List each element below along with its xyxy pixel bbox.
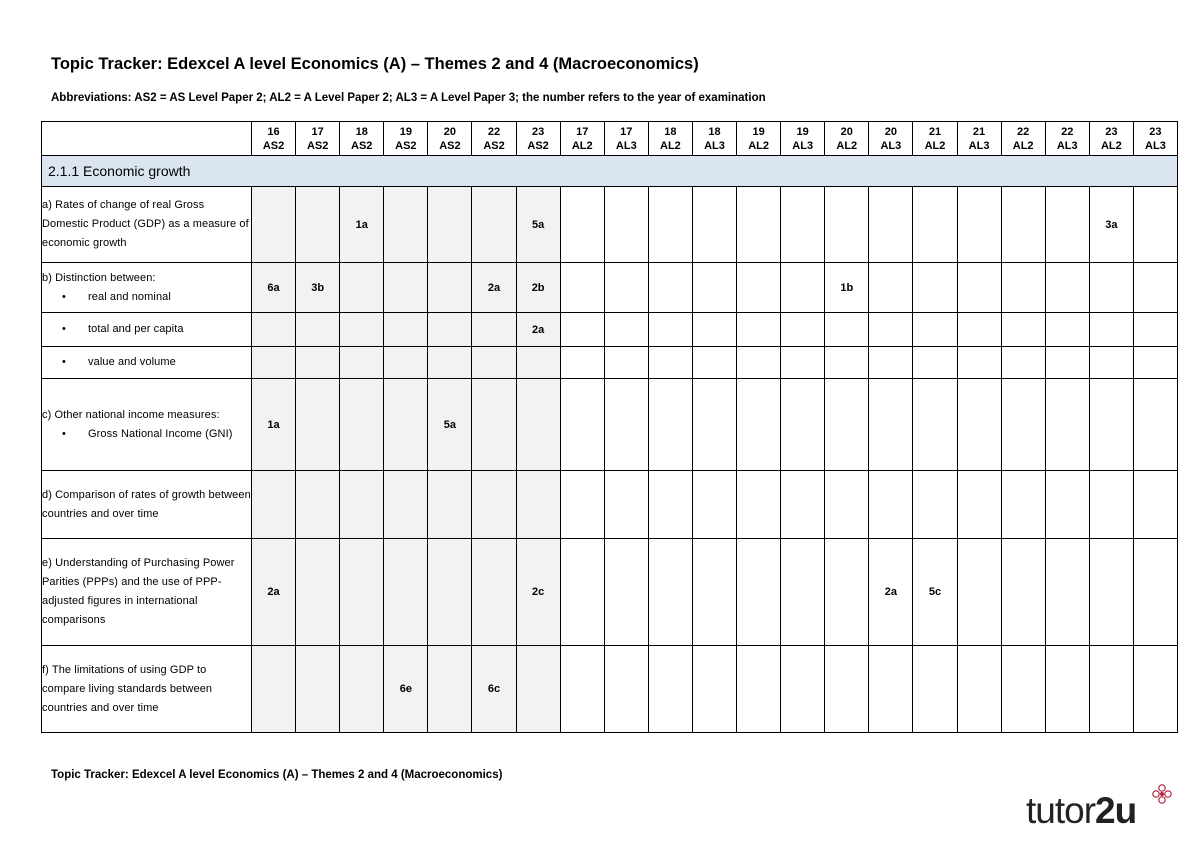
question-cell [1089, 471, 1133, 539]
question-cell [913, 379, 957, 471]
topic-cell [42, 313, 252, 347]
question-cell [737, 313, 781, 347]
question-cell [1001, 313, 1045, 347]
question-cell [384, 187, 428, 263]
question-cell [781, 347, 825, 379]
question-cell [825, 379, 869, 471]
question-cell [560, 347, 604, 379]
section-heading: 2.1.1 Economic growth [42, 156, 1178, 187]
column-year: 18 [355, 125, 368, 138]
question-cell: 2b [516, 263, 560, 313]
bullet-text: value and volume [88, 356, 176, 368]
question-cell [692, 539, 736, 646]
question-cell [1045, 187, 1089, 263]
question-cell [428, 646, 472, 733]
question-cell [781, 263, 825, 313]
column-paper: AL2 [924, 139, 946, 152]
question-cell: 3a [1089, 187, 1133, 263]
question-cell [648, 379, 692, 471]
column-header [384, 122, 428, 156]
question-cell [340, 313, 384, 347]
question-cell [648, 187, 692, 263]
question-cell [560, 646, 604, 733]
column-year: 20 [884, 125, 897, 138]
question-cell [340, 379, 384, 471]
column-paper: AL3 [968, 139, 990, 152]
question-cell [560, 263, 604, 313]
question-cell [825, 471, 869, 539]
question-cell [472, 313, 516, 347]
topic-bullet [42, 353, 251, 372]
question-cell [1001, 539, 1045, 646]
question-cell [957, 313, 1001, 347]
topic-text: e) Understanding of Purchasing Power Parities (PPPs) and the use of PPP-adjusted figures in international comparisons [42, 557, 235, 626]
question-cell [825, 347, 869, 379]
column-header [340, 122, 384, 156]
column-year: 17 [311, 125, 324, 138]
bullet-icon: • [62, 427, 66, 440]
question-cell [913, 646, 957, 733]
table-row [42, 471, 1178, 539]
question-cell [737, 263, 781, 313]
question-cell [1045, 347, 1089, 379]
question-cell [692, 379, 736, 471]
column-paper: AL2 [1012, 139, 1034, 152]
column-header [1133, 122, 1177, 156]
question-cell [869, 379, 913, 471]
question-cell: 1a [252, 379, 296, 471]
column-header [737, 122, 781, 156]
question-cell [252, 313, 296, 347]
column-year: 19 [399, 125, 412, 138]
table-row [42, 646, 1178, 733]
question-cell [1089, 539, 1133, 646]
column-year: 21 [928, 125, 942, 138]
question-cell [252, 646, 296, 733]
question-cell [428, 187, 472, 263]
question-cell [869, 313, 913, 347]
column-header [869, 122, 913, 156]
table-row [42, 347, 1178, 379]
question-cell [560, 313, 604, 347]
question-cell [737, 539, 781, 646]
question-cell [869, 471, 913, 539]
question-cell [1089, 313, 1133, 347]
question-cell [384, 471, 428, 539]
question-cell [296, 646, 340, 733]
question-cell [340, 347, 384, 379]
column-year: 23 [531, 125, 545, 138]
question-cell [384, 347, 428, 379]
question-cell [1133, 379, 1177, 471]
question-cell: 6e [384, 646, 428, 733]
question-cell [472, 471, 516, 539]
column-paper: AL2 [836, 139, 858, 152]
question-cell [957, 187, 1001, 263]
question-cell [604, 313, 648, 347]
logo-text-light: tutor [1026, 790, 1096, 831]
question-cell [428, 263, 472, 313]
column-year: 20 [443, 125, 457, 138]
question-cell [296, 471, 340, 539]
question-cell [869, 263, 913, 313]
column-header [428, 122, 472, 156]
topic-bullet [42, 425, 251, 444]
question-cell [340, 471, 384, 539]
table-corner-cell [42, 122, 252, 156]
question-cell [296, 539, 340, 646]
question-cell [957, 347, 1001, 379]
question-cell: 2c [516, 539, 560, 646]
topic-text: f) The limitations of using GDP to compare living standards between countries and over time [42, 663, 213, 714]
question-cell [1045, 646, 1089, 733]
question-cell [604, 379, 648, 471]
question-cell: 5a [428, 379, 472, 471]
question-cell [516, 347, 560, 379]
question-cell [1133, 313, 1177, 347]
table-row [42, 313, 1178, 347]
column-paper: AL2 [1100, 139, 1122, 152]
column-header [1045, 122, 1089, 156]
question-cell [957, 379, 1001, 471]
question-cell [604, 646, 648, 733]
question-cell [1045, 379, 1089, 471]
column-paper: AL3 [792, 139, 814, 152]
column-header [1089, 122, 1133, 156]
question-cell [428, 471, 472, 539]
table-row [42, 263, 1178, 313]
question-cell [340, 646, 384, 733]
question-cell [957, 471, 1001, 539]
column-year: 22 [1017, 125, 1030, 138]
question-cell [1133, 646, 1177, 733]
column-year: 17 [620, 125, 633, 138]
column-paper: AL2 [748, 139, 769, 152]
abbreviations-note: Abbreviations: AS2 = AS Level Paper 2; AL2 = A Level Paper 2; AL3 = A Level Paper 3; the number refers to the year of examination [51, 92, 766, 104]
question-cell [737, 379, 781, 471]
question-cell [384, 263, 428, 313]
question-cell: 3b [296, 263, 340, 313]
question-cell [648, 646, 692, 733]
question-cell [516, 379, 560, 471]
question-cell [472, 347, 516, 379]
question-cell [737, 347, 781, 379]
question-cell [296, 347, 340, 379]
question-cell [913, 187, 957, 263]
column-header [560, 122, 604, 156]
bullet-icon: • [62, 290, 66, 303]
column-paper: AS2 [439, 139, 461, 152]
question-cell [428, 539, 472, 646]
column-paper: AL2 [660, 139, 681, 152]
question-cell [1133, 471, 1177, 539]
tutor2u-logo [1026, 790, 1136, 832]
question-cell [384, 379, 428, 471]
column-year: 23 [1105, 125, 1118, 138]
question-cell [692, 471, 736, 539]
question-cell [1001, 263, 1045, 313]
page-title: Topic Tracker: Edexcel A level Economics (A) – Themes 2 and 4 (Macroeconomics) [51, 55, 699, 73]
question-cell [1001, 471, 1045, 539]
question-cell [692, 347, 736, 379]
column-year: 20 [840, 125, 853, 138]
topic-text: b) Distinction between: [42, 271, 156, 284]
question-cell [869, 646, 913, 733]
column-header [516, 122, 560, 156]
table-row [42, 379, 1178, 471]
question-cell [869, 187, 913, 263]
question-cell [428, 313, 472, 347]
question-cell [252, 347, 296, 379]
column-paper: AL3 [1056, 139, 1078, 152]
question-cell [1001, 347, 1045, 379]
question-cell [1045, 263, 1089, 313]
column-paper: AL2 [571, 139, 593, 152]
topic-cell [42, 379, 252, 471]
question-cell [516, 471, 560, 539]
bullet-icon: • [62, 356, 66, 368]
topic-cell [42, 539, 252, 646]
topic-cell [42, 471, 252, 539]
question-cell [252, 187, 296, 263]
column-year: 16 [267, 125, 280, 138]
question-cell: 1b [825, 263, 869, 313]
question-cell: 1a [340, 187, 384, 263]
question-cell [1133, 539, 1177, 646]
column-year: 19 [796, 125, 809, 138]
column-year: 19 [752, 125, 765, 138]
question-cell: 6a [252, 263, 296, 313]
question-cell [648, 263, 692, 313]
question-cell [1001, 646, 1045, 733]
question-cell [781, 471, 825, 539]
column-header [604, 122, 648, 156]
column-header [825, 122, 869, 156]
topic-cell [42, 646, 252, 733]
question-cell [913, 347, 957, 379]
question-cell [472, 539, 516, 646]
question-cell [692, 313, 736, 347]
bullet-text: Gross National Income (GNI) [88, 427, 233, 440]
question-cell [296, 187, 340, 263]
question-cell [957, 539, 1001, 646]
column-header [648, 122, 692, 156]
question-cell [1045, 471, 1089, 539]
question-cell: 2a [869, 539, 913, 646]
question-cell [825, 187, 869, 263]
question-cell [648, 313, 692, 347]
question-cell [472, 379, 516, 471]
table-row [42, 539, 1178, 646]
section-row [42, 156, 1178, 187]
column-paper: AS2 [483, 139, 505, 152]
question-cell [825, 313, 869, 347]
question-cell [648, 539, 692, 646]
column-year: 17 [576, 125, 589, 138]
question-cell [384, 313, 428, 347]
column-paper: AL3 [1145, 139, 1166, 152]
column-paper: AS2 [351, 139, 373, 152]
column-header [1001, 122, 1045, 156]
question-cell [1089, 347, 1133, 379]
column-header [252, 122, 296, 156]
topic-tracker-table [41, 121, 1178, 733]
question-cell [692, 646, 736, 733]
question-cell [1089, 263, 1133, 313]
question-cell [737, 646, 781, 733]
question-cell [428, 347, 472, 379]
question-cell [781, 539, 825, 646]
question-cell [781, 313, 825, 347]
column-paper: AS2 [527, 139, 549, 152]
column-year: 21 [972, 125, 986, 138]
question-cell [957, 646, 1001, 733]
table-header-row [42, 122, 1178, 156]
question-cell [913, 313, 957, 347]
topic-text: d) Comparison of rates of growth between countries and over time [42, 488, 251, 520]
question-cell [296, 379, 340, 471]
question-cell [869, 347, 913, 379]
flower-icon [1150, 782, 1174, 806]
question-cell [560, 471, 604, 539]
column-header [472, 122, 516, 156]
question-cell [1089, 379, 1133, 471]
question-cell [296, 313, 340, 347]
column-paper: AL3 [704, 139, 725, 152]
question-cell [648, 347, 692, 379]
question-cell [604, 347, 648, 379]
question-cell [516, 646, 560, 733]
page-footer: Topic Tracker: Edexcel A level Economics (A) – Themes 2 and 4 (Macroeconomics) [51, 769, 503, 781]
question-cell [252, 471, 296, 539]
question-cell [560, 379, 604, 471]
question-cell: 5c [913, 539, 957, 646]
question-cell: 2a [516, 313, 560, 347]
topic-bullet [42, 320, 251, 339]
question-cell [825, 646, 869, 733]
question-cell [692, 187, 736, 263]
column-paper: AL3 [880, 139, 902, 152]
topic-cell [42, 187, 252, 263]
question-cell: 2a [252, 539, 296, 646]
question-cell [384, 539, 428, 646]
question-cell [560, 187, 604, 263]
question-cell [340, 263, 384, 313]
question-cell [913, 471, 957, 539]
column-header [913, 122, 957, 156]
question-cell [472, 187, 516, 263]
column-paper: AL3 [615, 139, 637, 152]
question-cell [604, 471, 648, 539]
question-cell [1133, 263, 1177, 313]
column-paper: AS2 [262, 139, 285, 152]
question-cell [737, 471, 781, 539]
topic-cell [42, 347, 252, 379]
topic-text: c) Other national income measures: [42, 408, 220, 421]
question-cell [340, 539, 384, 646]
question-cell [604, 539, 648, 646]
question-cell [648, 471, 692, 539]
column-header [781, 122, 825, 156]
column-paper: AS2 [306, 139, 329, 152]
question-cell [1001, 379, 1045, 471]
question-cell [913, 263, 957, 313]
question-cell [692, 263, 736, 313]
bullet-text: total and per capita [88, 323, 184, 335]
question-cell [825, 539, 869, 646]
question-cell [560, 539, 604, 646]
question-cell [781, 379, 825, 471]
question-cell [604, 263, 648, 313]
question-cell [781, 646, 825, 733]
question-cell [737, 187, 781, 263]
question-cell [1045, 539, 1089, 646]
logo-text-bold: 2u [1095, 790, 1137, 831]
table-row [42, 187, 1178, 263]
topic-bullet [42, 288, 251, 307]
question-cell [1045, 313, 1089, 347]
column-year: 22 [1061, 125, 1074, 138]
question-cell [1133, 347, 1177, 379]
column-header [692, 122, 736, 156]
question-cell [1001, 187, 1045, 263]
column-year: 22 [487, 125, 501, 138]
column-header [957, 122, 1001, 156]
question-cell: 6c [472, 646, 516, 733]
bullet-text: real and nominal [88, 290, 171, 303]
question-cell: 5a [516, 187, 560, 263]
question-cell [1089, 646, 1133, 733]
column-paper: AS2 [395, 139, 417, 152]
question-cell: 2a [472, 263, 516, 313]
topic-cell [42, 263, 252, 313]
bullet-icon: • [62, 323, 66, 335]
column-year: 18 [664, 125, 677, 138]
question-cell [957, 263, 1001, 313]
column-header [296, 122, 340, 156]
column-year: 18 [708, 125, 721, 138]
question-cell [1133, 187, 1177, 263]
question-cell [781, 187, 825, 263]
question-cell [604, 187, 648, 263]
topic-text: a) Rates of change of real Gross Domestic Product (GDP) as a measure of economic growth [42, 199, 249, 249]
column-year: 23 [1149, 125, 1162, 138]
